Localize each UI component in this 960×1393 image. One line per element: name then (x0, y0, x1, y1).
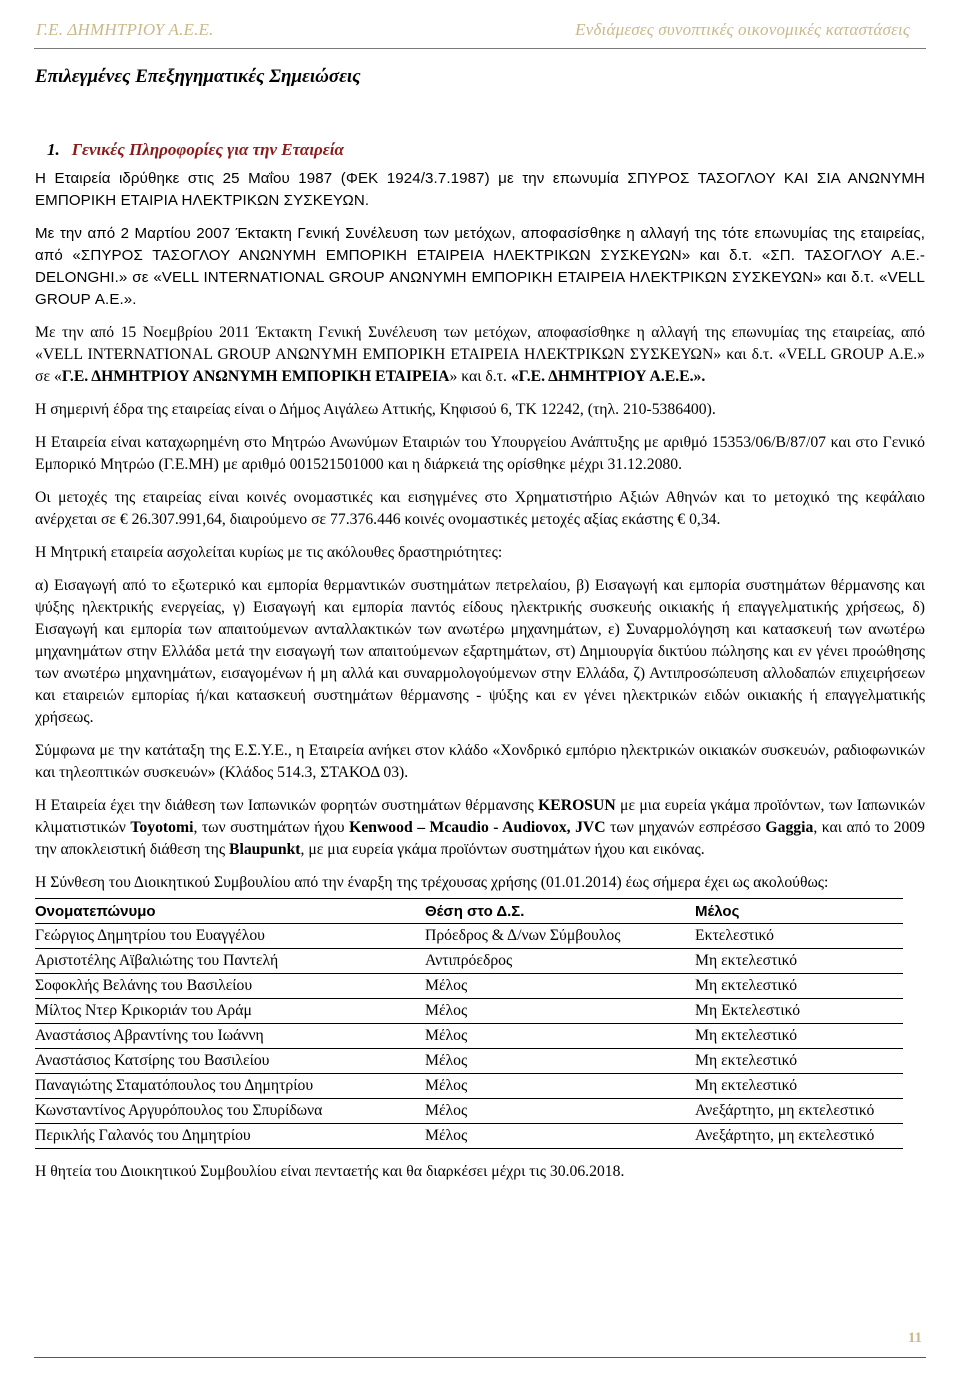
cell-name: Παναγιώτης Σταματόπουλος του Δημητρίου (35, 1074, 425, 1099)
paragraph-name-change-2011 (35, 322, 925, 388)
header-divider (34, 48, 926, 49)
cell-position: Μέλος (425, 1099, 695, 1124)
section-title: Επιλεγμένες Επεξηγηματικές Σημειώσεις (35, 66, 361, 87)
cell-member: Εκτελεστικό (695, 924, 903, 949)
table-header-row (35, 899, 903, 924)
table-row (35, 974, 903, 999)
paragraph-text: των μηχανών εσπρέσσο (605, 819, 766, 836)
column-header-position: Θέση στο Δ.Σ. (425, 899, 695, 924)
subsection-title: Γενικές Πληροφορίες για την Εταιρεία (71, 140, 344, 159)
table-row (35, 924, 903, 949)
cell-position: Αντιπρόεδρος (425, 949, 695, 974)
cell-name: Γεώργιος Δημητρίου του Ευαγγέλου (35, 924, 425, 949)
footer-divider (34, 1357, 926, 1358)
paragraph-registration: Η Εταιρεία είναι καταχωρημένη στο Μητρώο Ανωνύμων Εταιριών του Υπουργείου Ανάπτυξης με αριθμό 15353/06/Β/87/07 και στο Γενικό Εμπορικό Μητρώο (Γ.Ε.ΜΗ) με αριθμό 001521501000 και η διάρκειά της ορίσθηκε μέχρι 31.12.2080. (35, 434, 925, 473)
cell-name: Αναστάσιος Κατσίρης του Βασιλείου (35, 1049, 425, 1074)
subsection-heading (47, 140, 925, 160)
paragraph-shares: Οι μετοχές της εταιρείας είναι κοινές ονομαστικές και εισηγμένες στο Χρηματιστήριο Αξιών Αθηνών και το μετοχικό της κεφάλαιο ανέρχεται σε € 26.307.991,64, διαιρούμενο σε 77.376.446 κοινές ονομαστικές μετοχές αξίας εκάστης € 0,34. (35, 489, 925, 528)
paragraph-text: , των συστημάτων ήχου (193, 819, 350, 836)
subsection-number: 1. (47, 140, 60, 159)
brand-toyotomi: Toyotomi (130, 819, 194, 836)
table-row (35, 1074, 903, 1099)
cell-member: Μη εκτελεστικό (695, 1024, 903, 1049)
page-number: 11 (907, 1330, 922, 1346)
brand-blaupunkt: Blaupunkt (229, 841, 301, 858)
table-row (35, 999, 903, 1024)
paragraph-activities-list: α) Εισαγωγή από το εξωτερικό και εμπορία θερμαντικών συστημάτων πετρελαίου, β) Εισαγωγή και εμπορία συστημάτων θέρμανσης και ψύξης ηλεκτρικής ενεργείας, γ) Εισαγωγή και εμπορία παντός είδους ηλεκτρικής συσκευής οικιακής ή επαγγελματικής χρήσεως, δ) Εισαγωγή και εμπορία των απαιτούμενων ανταλλακτικών των ανωτέρω μηχανημάτων, ε) Συναρμολόγηση και κατασκευή των ανωτέρω μηχανημάτων στην Ελλάδα μετά την εισαγωγή των απαιτούμενων εξαρτημάτων, στ) Δημιουργία δικτύου πώλησης και εν γένει προώθησης των ανωτέρω μηχανημάτων, εισαγομένων ή μη αλλά και συναρμολογούμενων στην Ελλάδα, ζ) Αντιπροσώπευση αλλοδαπών επιχειρήσεων και εταιρειών εμπορίας ή/και κατασκευή συστημάτων θέρμανσης - ψύξης και εν γένει ηλεκτρικών ειδών οικιακής ή επαγγελματικής χρήσεως. (35, 577, 925, 726)
table-row (35, 1124, 903, 1149)
paragraph-text: , με μια ευρεία γκάμα προϊόντων συστημάτων ήχου και εικόνας. (300, 841, 705, 858)
cell-position: Μέλος (425, 1074, 695, 1099)
paragraph-text: , και από το 2009 την αποκλειστική διάθεση της (35, 819, 925, 858)
cell-position: Μέλος (425, 1049, 695, 1074)
table-row (35, 1099, 903, 1124)
paragraph-text: Η Εταιρεία έχει την διάθεση των Ιαπωνικών φορητών συστημάτων θέρμανσης (35, 797, 539, 814)
cell-position: Μέλος (425, 1024, 695, 1049)
page-content (35, 60, 925, 1194)
cell-member: Μη εκτελεστικό (695, 1074, 903, 1099)
header-report-title: Ενδιάμεσες συνοπτικές οικονομικές καταστάσεις (575, 20, 910, 39)
paragraph-bold-trade-name: «Γ.Ε. ΔΗΜΗΤΡΙΟΥ Α.Ε.Ε.». (510, 368, 706, 385)
cell-member: Μη εκτελεστικό (695, 974, 903, 999)
paragraph-headquarters: Η σημερινή έδρα της εταιρείας είναι ο Δήμος Αιγάλεω Αττικής, Κηφισού 6, ΤΚ 12242, (τηλ. 210-5386400). (35, 401, 716, 418)
cell-member: Μη εκτελεστικό (695, 949, 903, 974)
cell-member: Μη εκτελεστικό (695, 1049, 903, 1074)
paragraph-founding: Η Εταιρεία ιδρύθηκε στις 25 Μαΐου 1987 (ΦΕΚ 1924/3.7.1987) με την επωνυμία ΣΠΥΡΟΣ ΤΑΣΟΓΛΟΥ ΚΑΙ ΣΙΑ ΑΝΩΝΥΜΗ ΕΜΠΟΡΙΚΗ ΕΤΑΙΡΙΑ ΗΛΕΚΤΡΙΚΩΝ ΣΥΣΚΕΥΩΝ. (35, 170, 925, 209)
table-row (35, 949, 903, 974)
table-row (35, 1024, 903, 1049)
cell-name: Αριστοτέλης Αϊβαλιώτης του Παντελή (35, 949, 425, 974)
cell-name: Αναστάσιος Αβραντίνης του Ιωάννη (35, 1024, 425, 1049)
cell-position: Μέλος (425, 1124, 695, 1149)
paragraph-classification: Σύμφωνα με την κατάταξη της Ε.Σ.Υ.Ε., η Εταιρεία ανήκει στον κλάδο «Χονδρικό εμπόριο ηλεκτρικών οικιακών συσκευών, ραδιοφωνικών και τηλεοπτικών συσκευών» (Κλάδος 514.3, ΣΤΑΚΟΔ 03). (35, 742, 925, 781)
board-table (35, 898, 903, 1149)
paragraph-bold-name: Γ.Ε. ΔΗΜΗΤΡΙΟΥ ΑΝΩΝΥΜΗ ΕΜΠΟΡΙΚΗ ΕΤΑΙΡΕΙΑ (61, 368, 450, 385)
cell-name: Μίλτος Ντερ Κρικοριάν του Αράμ (35, 999, 425, 1024)
paragraph-board-term: Η θητεία του Διοικητικού Συμβουλίου είναι πενταετής και θα διαρκέσει μέχρι τις 30.06.2018. (35, 1163, 625, 1180)
header-company: Γ.Ε. ΔΗΜΗΤΡΙΟΥ Α.Ε.Ε. (36, 20, 214, 39)
paragraph-text: » και δ.τ. (449, 368, 511, 385)
paragraph-brands (35, 795, 925, 861)
paragraph-board-intro: Η Σύνθεση του Διοικητικού Συμβουλίου από την έναρξη της τρέχουσας χρήσης (01.01.2014) έως σήμερα έχει ως ακολούθως: (35, 874, 829, 891)
cell-member: Ανεξάρτητο, μη εκτελεστικό (695, 1099, 903, 1124)
cell-name: Περικλής Γαλανός του Δημητρίου (35, 1124, 425, 1149)
brand-kerosun: KEROSUN (538, 797, 616, 814)
table-row (35, 1049, 903, 1074)
cell-position: Μέλος (425, 974, 695, 999)
cell-member: Ανεξάρτητο, μη εκτελεστικό (695, 1124, 903, 1149)
cell-member: Μη Εκτελεστικό (695, 999, 903, 1024)
paragraph-text: Με την από 15 Νοεμβρίου 2011 Έκτακτη Γενική Συνέλευση των μετόχων, αποφασίσθηκε η αλλαγή της επωνυμίας της εταιρείας, από «VELL INTERNATIONAL GROUP ΑΝΩΝΥΜΗ ΕΜΠΟΡΙΚΗ ΕΤΑΙΡΕΙΑ ΗΛΕΚΤΡΙΚΩΝ ΣΥΣΚΕΥΩΝ» και δ.τ. «VELL GROUP Α.Ε.» σε « (35, 324, 925, 385)
cell-name: Σοφοκλής Βελάνης του Βασιλείου (35, 974, 425, 999)
cell-position: Πρόεδρος & Δ/νων Σύμβουλος (425, 924, 695, 949)
cell-position: Μέλος (425, 999, 695, 1024)
brand-kenwood-group: Kenwood – Mcaudio - Audiovox, JVC (349, 819, 606, 836)
cell-name: Κωνσταντίνος Αργυρόπουλος του Σπυρίδωνα (35, 1099, 425, 1124)
paragraph-name-change-2007: Με την από 2 Μαρτίου 2007 Έκτακτη Γενική Συνέλευση των μετόχων, αποφασίσθηκε η αλλαγή της τότε επωνυμίας της εταιρείας, από «ΣΠΥΡΟΣ ΤΑΣΟΓΛΟΥ ΑΝΩΝΥΜΗ ΕΜΠΟΡΙΚΗ ΕΤΑΙΡΕΙΑ ΗΛΕΚΤΡΙΚΩΝ ΣΥΣΚΕΥΩΝ» και δ.τ. «ΣΠ. ΤΑΣΟΓΛΟΥ Α.Ε.- DELONGHI.» σε «VELL INTERNATIONAL GROUP ΑΝΩΝΥΜΗ ΕΜΠΟΡΙΚΗ ΕΤΑΙΡΕΙΑ ΗΛΕΚΤΡΙΚΩΝ ΣΥΣΚΕΥΩΝ» και δ.τ. «VELL GROUP Α.Ε.». (35, 225, 925, 308)
paragraph-text: με μια ευρεία γκάμα προϊόντων, των Ιαπωνικών κλιματιστικών (35, 797, 925, 836)
paragraph-activities-intro: Η Μητρική εταιρεία ασχολείται κυρίως με τις ακόλουθες δραστηριότητες: (35, 544, 503, 561)
column-header-name: Ονοματεπώνυμο (35, 899, 425, 924)
column-header-member: Μέλος (695, 899, 903, 924)
brand-gaggia: Gaggia (765, 819, 814, 836)
